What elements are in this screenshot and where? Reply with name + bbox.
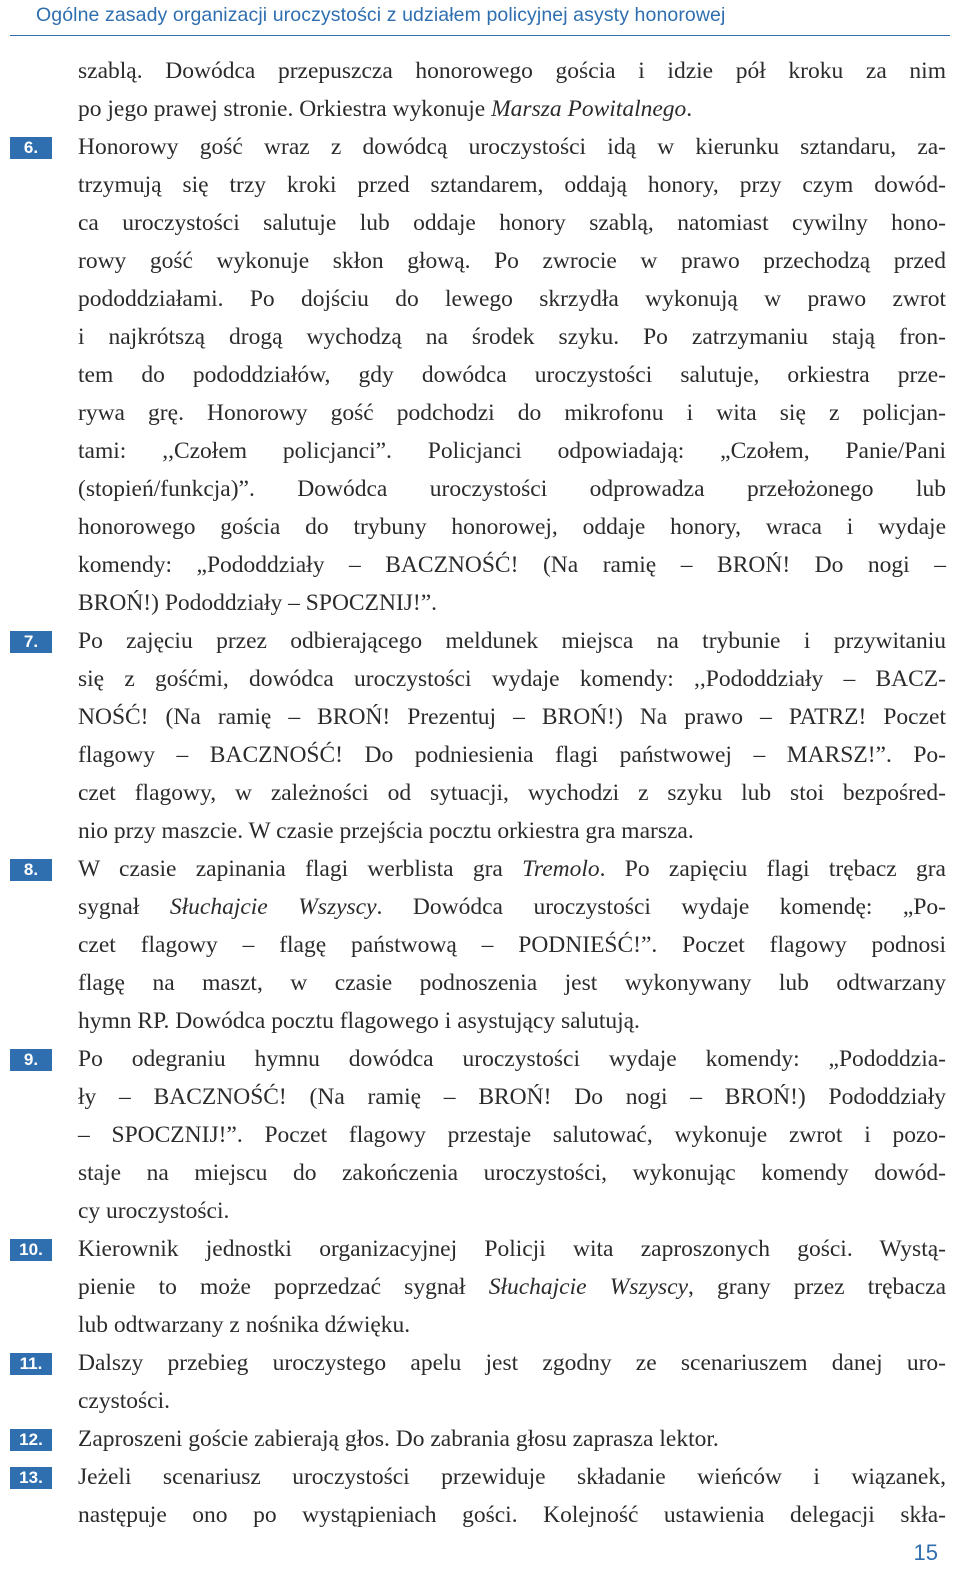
text-run: się z gośćmi, dowódca uroczystości wydaje komendy: ,,Pododdziały – BACZ- [78, 666, 946, 692]
text-line [78, 1002, 946, 1040]
text-run: tami: ,,Czołem policjanci”. Policjanci odpowiadają: „Czołem, Panie/Pani [78, 438, 946, 464]
text-run: rywa grę. Honorowy gość podchodzi do mikrofonu i wita się z policjan- [78, 400, 946, 426]
list-item [0, 128, 960, 622]
text-run: flagowy – BACZNOŚĆ! Do podniesienia flagi państwowej – MARSZ!”. Po- [78, 742, 946, 768]
text-run: – SPOCZNIJ!”. Poczet flagowy przestaje salutować, wykonuje zwrot i pozo- [78, 1122, 946, 1148]
list-item [0, 622, 960, 850]
text-run: i najkrótszą drogą wychodzą na środek szyku. Po zatrzymaniu stają fron- [78, 324, 946, 350]
text-line [78, 1230, 946, 1268]
text-run: Jeżeli scenariusz uroczystości przewiduje składanie wieńców i wiązanek, [78, 1464, 946, 1490]
text-line [78, 318, 946, 356]
list-item [0, 850, 960, 1040]
italic-title: Tremolo [522, 856, 600, 882]
text-run: sygnał [78, 894, 170, 920]
item-number-badge: 8. [10, 859, 52, 881]
text-run: ły – BACZNOŚĆ! (Na ramię – BROŃ! Do nogi – BROŃ!) Pododdziały [78, 1084, 946, 1110]
text-run: rowy gość wykonuje skłon głową. Po zwrocie w prawo przechodzą przed [78, 248, 946, 274]
text-run: Kierownik jednostki organizacyjnej Policji wita zaproszonych gości. Wystą- [78, 1236, 946, 1262]
text-line [78, 280, 946, 318]
text-line [78, 242, 946, 280]
item-number-badge: 7. [10, 631, 52, 653]
text-line [78, 1382, 946, 1420]
text-run: po jego prawej stronie. Orkiestra wykonuje [78, 96, 492, 122]
list-item [0, 1230, 960, 1344]
text-line [78, 52, 946, 90]
text-line [78, 964, 946, 1002]
item-number-badge: 6. [10, 137, 52, 159]
text-line [78, 1078, 946, 1116]
text-line [78, 622, 946, 660]
text-line [78, 394, 946, 432]
text-run: . [686, 96, 693, 122]
text-line [78, 698, 946, 736]
text-line [78, 166, 946, 204]
italic-title: Słuchajcie Wszyscy [169, 894, 377, 920]
item-number-badge: 13. [10, 1467, 52, 1489]
continuation-paragraph [0, 52, 960, 128]
text-line [78, 1306, 946, 1344]
text-run: czet flagowy, w zależności od sytuacji, wychodzi z szyku lub stoi bezpośred- [78, 780, 946, 806]
item-number-badge: 11. [10, 1353, 52, 1375]
text-run: Honorowy gość wraz z dowódcą uroczystości idą w kierunku sztandaru, za- [78, 134, 946, 160]
page-number: 15 [913, 1540, 938, 1565]
text-run: cy uroczystości. [78, 1198, 230, 1224]
text-line [78, 1116, 946, 1154]
list-item [0, 1458, 960, 1534]
text-line [78, 850, 946, 888]
text-line [78, 888, 946, 926]
text-line [78, 508, 946, 546]
text-line [78, 812, 946, 850]
list-item [0, 1420, 960, 1458]
text-run: BROŃ!) Pododdziały – SPOCZNIJ!”. [78, 590, 438, 616]
text-run: Dalszy przebieg uroczystego apelu jest zgodny ze scenariuszem danej uro- [78, 1350, 946, 1376]
text-run: nio przy maszcie. W czasie przejścia pocztu orkiestra gra marsza. [78, 818, 694, 844]
text-line [78, 1344, 946, 1382]
text-line [78, 660, 946, 698]
text-run: komendy: „Pododdziały – BACZNOŚĆ! (Na ramię – BROŃ! Do nogi – [78, 552, 946, 578]
text-line [78, 584, 946, 622]
text-run: lub odtwarzany z nośnika dźwięku. [78, 1312, 411, 1338]
text-line [78, 128, 946, 166]
text-run: (stopień/funkcja)”. Dowódca uroczystości odprowadza przełożonego lub [78, 476, 946, 502]
running-header: Ogólne zasady organizacji uroczystości z udziałem policyjnej asysty honorowej [36, 4, 726, 26]
page-body [0, 52, 960, 1534]
text-run: następuje ono po wystąpieniach gości. Kolejność ustawienia delegacji skła- [78, 1502, 946, 1528]
text-line [78, 546, 946, 584]
text-run: trzymują się trzy kroki przed sztandarem, oddają honory, przy czym dowód- [78, 172, 946, 198]
text-run: hymn RP. Dowódca pocztu flagowego i asystujący salutują. [78, 1008, 640, 1034]
text-run: NOŚĆ! (Na ramię – BROŃ! Prezentuj – BROŃ!) Na prawo – PATRZ! Poczet [78, 704, 946, 730]
italic-title: Marsza Powitalnego [491, 96, 687, 122]
text-run: , grany przez trębacza [688, 1274, 946, 1300]
item-number-badge: 10. [10, 1239, 52, 1261]
text-line [78, 1420, 946, 1458]
text-line [78, 1192, 946, 1230]
text-line [78, 736, 946, 774]
text-line [78, 1458, 946, 1496]
text-run: Po zajęciu przez odbierającego meldunek miejsca na trybunie i przywitaniu [78, 628, 946, 654]
item-number-badge: 12. [10, 1429, 52, 1451]
text-run: Po odegraniu hymnu dowódca uroczystości wydaje komendy: „Pododdzia- [78, 1046, 946, 1072]
text-run: pododdziałami. Po dojściu do lewego skrzydła wykonują w prawo zwrot [78, 286, 946, 312]
italic-title: Słuchajcie Wszyscy [488, 1274, 689, 1300]
text-line [78, 356, 946, 394]
text-line [78, 1040, 946, 1078]
text-run: czet flagowy – flagę państwową – PODNIEŚĆ!”. Poczet flagowy podnosi [78, 932, 946, 958]
text-line [78, 90, 946, 128]
list-item [0, 1344, 960, 1420]
text-line [78, 774, 946, 812]
text-line [78, 432, 946, 470]
text-line [78, 926, 946, 964]
header-rule [10, 35, 950, 36]
text-run: szablą. Dowódca przepuszcza honorowego gościa i idzie pół kroku za nim [78, 58, 946, 84]
text-line [78, 470, 946, 508]
text-line [78, 1268, 946, 1306]
text-run: honorowego gościa do trybuny honorowej, oddaje honory, wraca i wydaje [78, 514, 946, 540]
text-run: W czasie zapinania flagi werblista gra [78, 856, 523, 882]
text-line [78, 204, 946, 242]
list-item [0, 1040, 960, 1230]
text-run: staje na miejscu do zakończenia uroczystości, wykonując komendy dowód- [78, 1160, 946, 1186]
text-run: czystości. [78, 1388, 171, 1414]
text-line [78, 1154, 946, 1192]
numbered-list [0, 128, 960, 1534]
text-run: pienie to może poprzedzać sygnał [78, 1274, 489, 1300]
text-run: . Dowódca uroczystości wydaje komendę: „Po- [376, 894, 947, 920]
text-run: tem do pododdziałów, gdy dowódca uroczystości salutuje, orkiestra prze- [78, 362, 946, 388]
text-line [78, 1496, 946, 1534]
item-number-badge: 9. [10, 1049, 52, 1071]
text-run: ca uroczystości salutuje lub oddaje honory szablą, natomiast cywilny hono- [78, 210, 946, 236]
text-run: flagę na maszt, w czasie podnoszenia jest wykonywany lub odtwarzany [78, 970, 946, 996]
text-run: . Po zapięciu flagi trębacz gra [599, 856, 946, 882]
text-run: Zaproszeni goście zabierają głos. Do zabrania głosu zaprasza lektor. [78, 1426, 719, 1452]
